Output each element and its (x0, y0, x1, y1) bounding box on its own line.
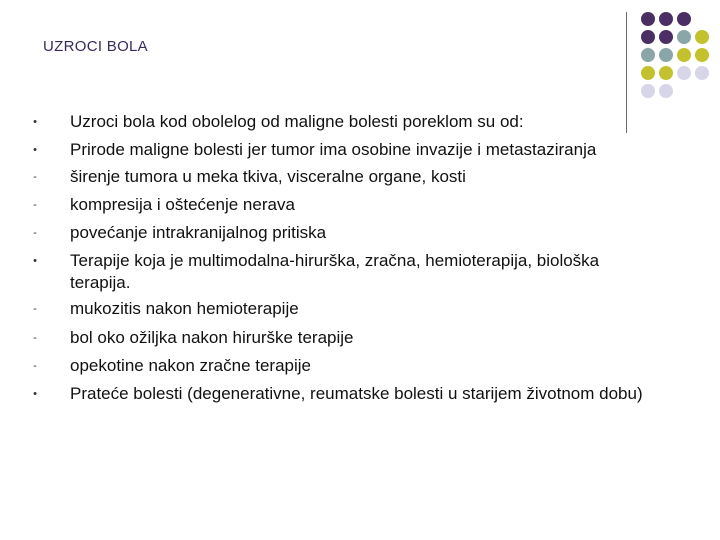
slide-title: UZROCI BOLA (43, 38, 148, 55)
bullet-marker: • (33, 255, 37, 267)
list-item: Prateće bolesti (degenerativne, reumatske bolesti u starijem životnom dobu) (70, 384, 643, 403)
bullet-marker: • (33, 144, 37, 156)
dash-marker: - (33, 303, 37, 315)
list-item: opekotine nakon zračne terapije (70, 356, 311, 375)
list-item: Terapije koja je multimodalna-hirurška, zračna, hemioterapija, biološka terapija. (70, 251, 600, 292)
list-item: bol oko ožiljka nakon hirurške terapije (70, 328, 354, 347)
list-item: mukozitis nakon hemioterapije (70, 299, 299, 318)
list-item: kompresija i oštećenje nerava (70, 195, 295, 214)
dash-marker: - (33, 171, 37, 183)
dash-marker: - (33, 227, 37, 239)
dash-marker: - (33, 360, 37, 372)
list-item: širenje tumora u meka tkiva, visceralne organe, kosti (70, 167, 466, 186)
dash-marker: - (33, 199, 37, 211)
list-item: povećanje intrakranijalnog pritiska (70, 223, 327, 242)
bullet-marker: • (33, 388, 37, 400)
dash-marker: - (33, 332, 37, 344)
list-item: Uzroci bola kod obolelog od maligne bolesti poreklom su od: (70, 112, 524, 131)
bullet-marker: • (33, 116, 37, 128)
list-item: Prirode maligne bolesti jer tumor ima osobine invazije i metastaziranja (70, 140, 597, 159)
